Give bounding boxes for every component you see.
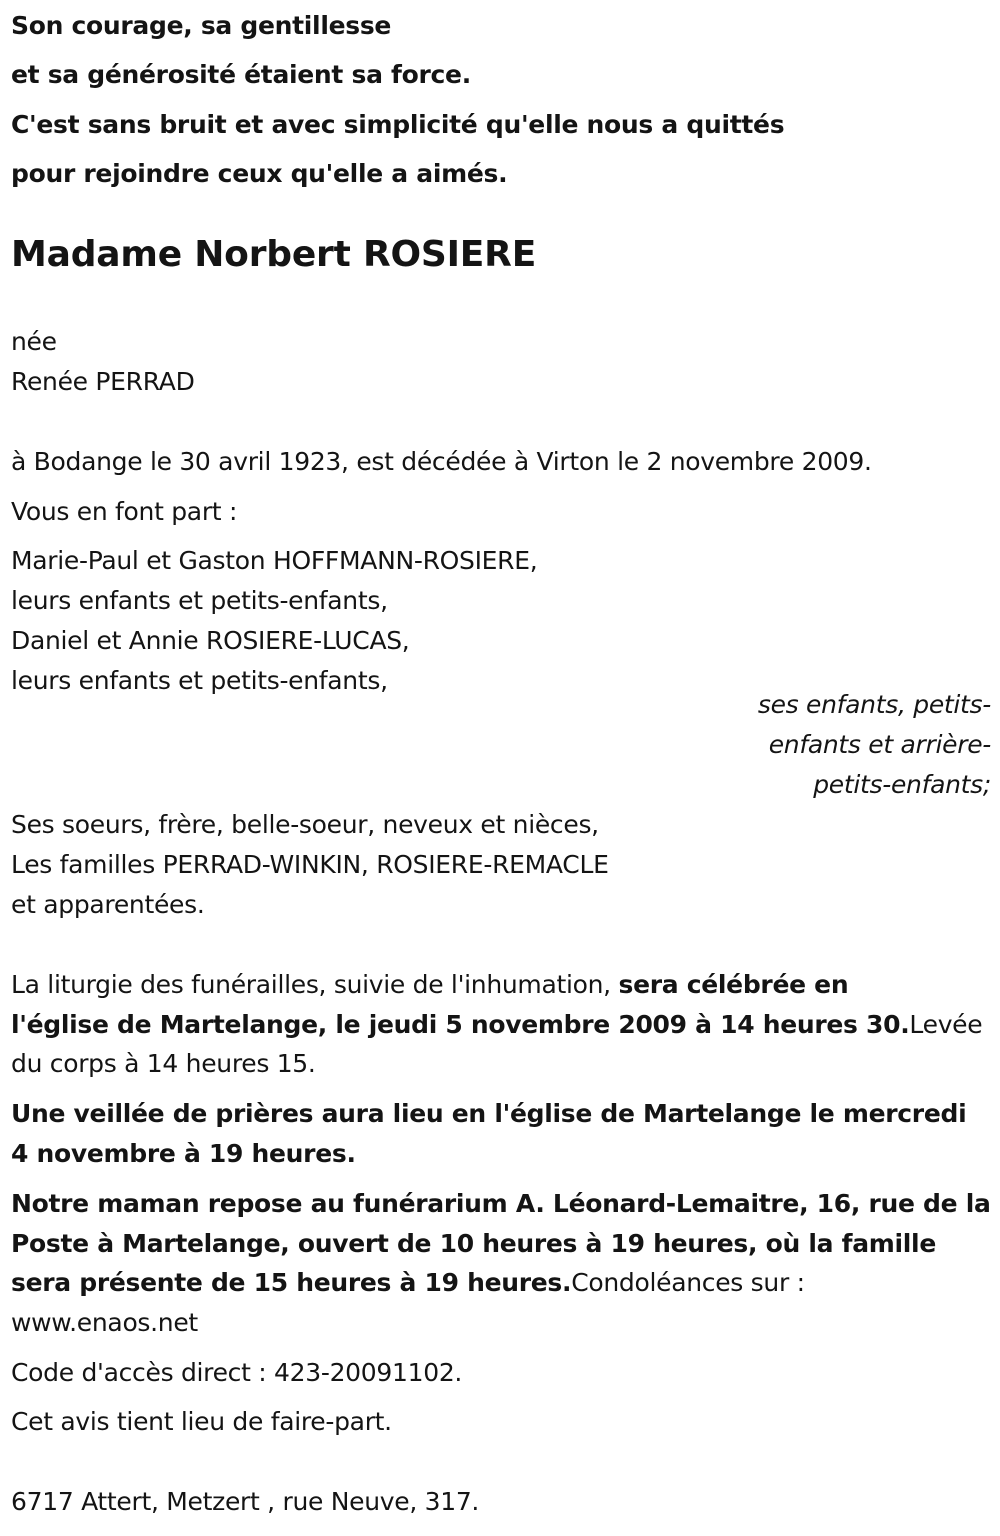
vigil-line-2: 4 novembre à 19 heures. — [11, 1139, 356, 1168]
relatives-line-3: et apparentées. — [11, 890, 205, 919]
deceased-name: Madame Norbert ROSIERE — [11, 234, 537, 275]
birth-label: née — [11, 327, 57, 356]
funerarium-line-1: Notre maman repose au funérarium A. Léonard-Lemaitre, 16, rue de la — [11, 1189, 991, 1218]
grandchildren-line-2: enfants et arrière- — [768, 730, 991, 759]
funeral-line-1-normal: La liturgie des funérailles, suivie de l'inhumation, — [11, 970, 619, 999]
relatives-line-2: Les familles PERRAD-WINKIN, ROSIERE-REMACLE — [11, 850, 609, 879]
family-line-1: Marie-Paul et Gaston HOFFMANN-ROSIERE, — [11, 546, 538, 575]
family-line-2: leurs enfants et petits-enfants, — [11, 586, 388, 615]
funeral-line-2-bold: l'église de Martelange, le jeudi 5 novembre 2009 à 14 heures 30. — [11, 1010, 910, 1039]
epitaph-line-3: C'est sans bruit et avec simplicité qu'elle nous a quittés — [11, 110, 785, 139]
condolences-link[interactable]: www.enaos.net — [11, 1308, 198, 1337]
relatives-line-1: Ses soeurs, frère, belle-soeur, neveux et nièces, — [11, 810, 599, 839]
family-line-4: leurs enfants et petits-enfants, — [11, 666, 388, 695]
funeral-line-1 — [11, 970, 848, 1000]
funeral-line-2 — [11, 1010, 982, 1040]
vigil-line-1: Une veillée de prières aura lieu en l'église de Martelange le mercredi — [11, 1099, 967, 1128]
epitaph-line-2: et sa générosité étaient sa force. — [11, 60, 471, 89]
grandchildren-line-1: ses enfants, petits- — [757, 690, 991, 719]
notice-text: Cet avis tient lieu de faire-part. — [11, 1407, 392, 1436]
address: 6717 Attert, Metzert , rue Neuve, 317. — [11, 1487, 480, 1516]
family-line-3: Daniel et Annie ROSIERE-LUCAS, — [11, 626, 410, 655]
funerarium-line-3-normal: Condoléances sur : — [571, 1268, 805, 1297]
maiden-name: Renée PERRAD — [11, 367, 195, 396]
death-announcement: à Bodange le 30 avril 1923, est décédée à Virton le 2 novembre 2009. — [11, 447, 872, 476]
epitaph-line-1: Son courage, sa gentillesse — [11, 11, 392, 40]
funeral-line-1-bold: sera célébrée en — [618, 970, 849, 999]
grandchildren-block — [758, 685, 991, 805]
share-intro: Vous en font part : — [11, 497, 238, 526]
epitaph-line-4: pour rejoindre ceux qu'elle a aimés. — [11, 159, 508, 188]
access-code: Code d'accès direct : 423-20091102. — [11, 1358, 463, 1387]
funerarium-line-3-bold: sera présente de 15 heures à 19 heures. — [11, 1268, 572, 1297]
funeral-line-2-normal: Levée — [909, 1010, 983, 1039]
funerarium-line-2: Poste à Martelange, ouvert de 10 heures à 19 heures, où la famille — [11, 1229, 936, 1258]
grandchildren-line-3: petits-enfants; — [813, 770, 991, 799]
funeral-line-3: du corps à 14 heures 15. — [11, 1049, 316, 1078]
funerarium-line-3 — [11, 1268, 805, 1298]
